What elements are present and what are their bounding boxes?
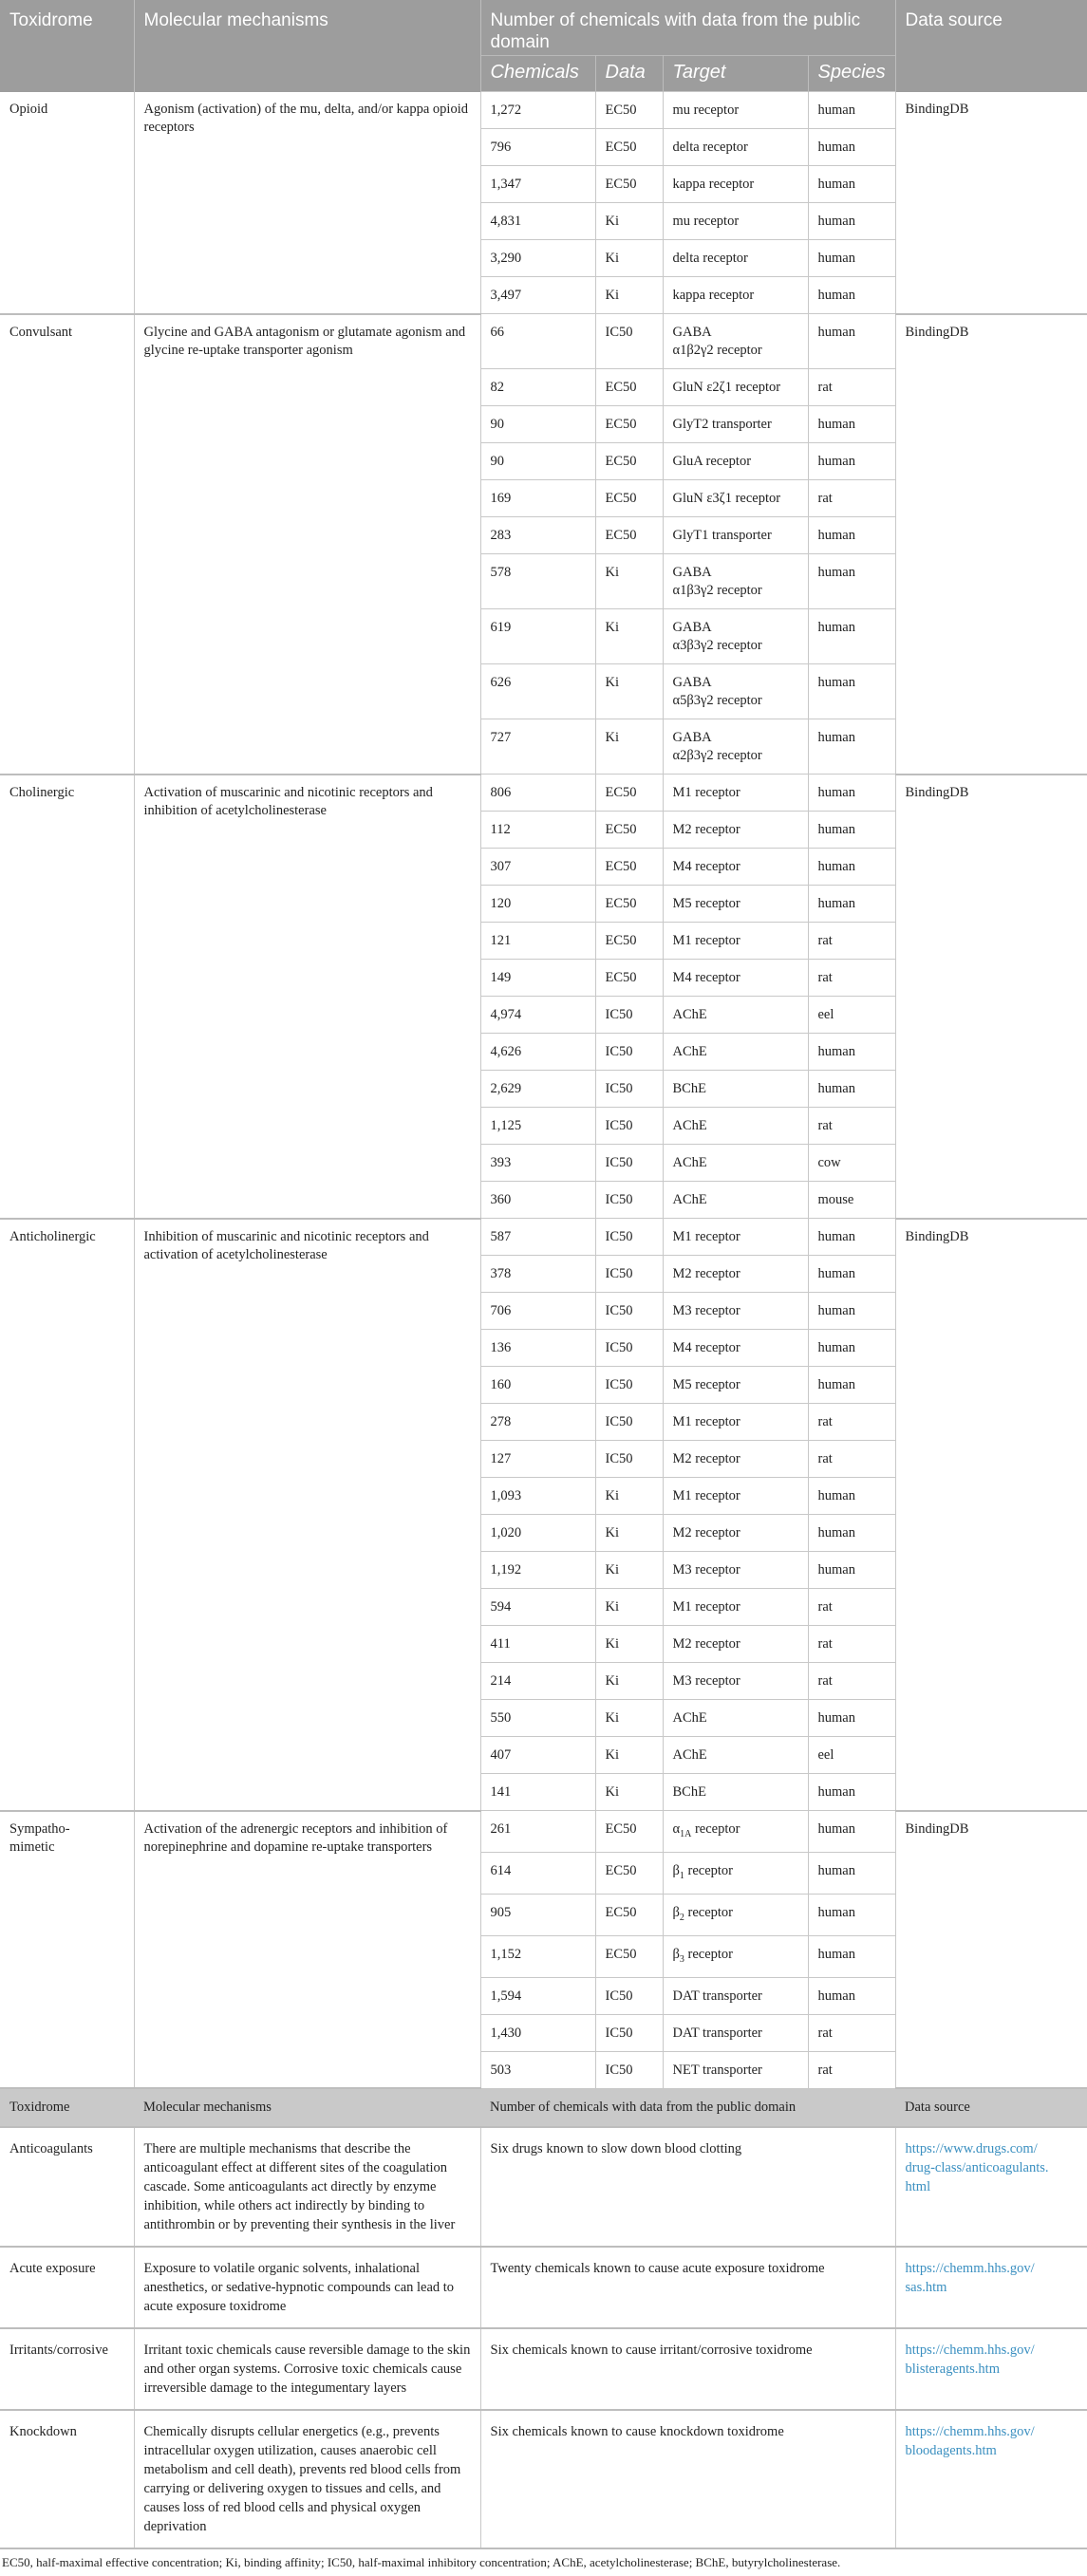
data-type: Ki bbox=[595, 203, 663, 240]
data-source-cell bbox=[895, 2328, 1087, 2410]
species: human bbox=[808, 1293, 895, 1330]
target: GlyT2 transporter bbox=[663, 406, 808, 443]
toxidrome-name: Acute exposure bbox=[0, 2247, 134, 2328]
header-target: Target bbox=[663, 56, 808, 92]
chemicals-count: 393 bbox=[480, 1145, 595, 1182]
species: human bbox=[808, 92, 895, 129]
data-type: Ki bbox=[595, 1663, 663, 1700]
target: M1 receptor bbox=[663, 1404, 808, 1441]
species: human bbox=[808, 443, 895, 480]
target: AChE bbox=[663, 1737, 808, 1774]
target: AChE bbox=[663, 1182, 808, 1219]
table-body bbox=[0, 92, 1087, 2549]
data-type: IC50 bbox=[595, 1182, 663, 1219]
chemicals-count: 66 bbox=[480, 314, 595, 369]
chemicals-count: 1,594 bbox=[480, 1977, 595, 2014]
species: human bbox=[808, 1852, 895, 1894]
species: rat bbox=[808, 1589, 895, 1626]
data-type: IC50 bbox=[595, 2014, 663, 2051]
species: rat bbox=[808, 480, 895, 517]
chemicals-count: 905 bbox=[480, 1894, 595, 1935]
chemicals-count: 141 bbox=[480, 1774, 595, 1811]
data-source: BindingDB bbox=[895, 775, 1087, 1219]
species: human bbox=[808, 1330, 895, 1367]
data-type: EC50 bbox=[595, 812, 663, 849]
header-source: Data source bbox=[895, 0, 1087, 92]
species: human bbox=[808, 1515, 895, 1552]
molecular-mechanism: Glycine and GABA antagonism or glutamate agonism and glycine re-uptake transporter agonism bbox=[134, 314, 480, 775]
chemicals-count: 587 bbox=[480, 1219, 595, 1256]
species: rat bbox=[808, 1441, 895, 1478]
chemicals-count: 4,626 bbox=[480, 1034, 595, 1071]
species: rat bbox=[808, 2051, 895, 2088]
chemicals-count: 283 bbox=[480, 517, 595, 554]
target: kappa receptor bbox=[663, 166, 808, 203]
data-source: BindingDB bbox=[895, 314, 1087, 775]
species: human bbox=[808, 1071, 895, 1108]
section2-header-row bbox=[0, 2088, 1087, 2127]
data-type: EC50 bbox=[595, 960, 663, 997]
chemicals-count: 121 bbox=[480, 923, 595, 960]
species: human bbox=[808, 240, 895, 277]
toxidrome-name: Irritants/corrosive bbox=[0, 2328, 134, 2410]
chemicals-count: 1,020 bbox=[480, 1515, 595, 1552]
data-type: EC50 bbox=[595, 1935, 663, 1977]
data-source-link[interactable]: https://www.drugs.com/ drug-class/anticoagulants. html bbox=[905, 2141, 1049, 2195]
molecular-mechanism: Activation of the adrenergic receptors and inhibition of norepinephrine and dopamine re-uptake transporters bbox=[134, 1811, 480, 2089]
chemicals-count: 1,093 bbox=[480, 1478, 595, 1515]
target: GABA α5β3γ2 receptor bbox=[663, 664, 808, 719]
toxidrome-name: Anticholinergic bbox=[0, 1219, 134, 1811]
data-type: EC50 bbox=[595, 443, 663, 480]
header-chemicals: Chemicals bbox=[480, 56, 595, 92]
species: rat bbox=[808, 2014, 895, 2051]
target: M5 receptor bbox=[663, 1367, 808, 1404]
table-row bbox=[0, 2328, 1087, 2410]
target: GABA α1β3γ2 receptor bbox=[663, 554, 808, 609]
chemicals-count: 112 bbox=[480, 812, 595, 849]
target: NET transporter bbox=[663, 2051, 808, 2088]
target: BChE bbox=[663, 1774, 808, 1811]
species: rat bbox=[808, 1663, 895, 1700]
header-toxidrome: Toxidrome bbox=[0, 0, 134, 92]
species: human bbox=[808, 1774, 895, 1811]
header-data: Data bbox=[595, 56, 663, 92]
table-row bbox=[0, 314, 1087, 369]
species: human bbox=[808, 1552, 895, 1589]
section2-header-toxidrome: Toxidrome bbox=[0, 2088, 134, 2127]
species: human bbox=[808, 849, 895, 886]
target: M3 receptor bbox=[663, 1663, 808, 1700]
target: M1 receptor bbox=[663, 775, 808, 812]
target: AChE bbox=[663, 997, 808, 1034]
chemicals-count: 278 bbox=[480, 1404, 595, 1441]
chemicals-count: 1,152 bbox=[480, 1935, 595, 1977]
data-type: Ki bbox=[595, 609, 663, 664]
chemicals-count: 619 bbox=[480, 609, 595, 664]
target: mu receptor bbox=[663, 203, 808, 240]
molecular-mechanism: Inhibition of muscarinic and nicotinic receptors and activation of acetylcholinesterase bbox=[134, 1219, 480, 1811]
data-type: Ki bbox=[595, 1737, 663, 1774]
chemicals-description: Six drugs known to slow down blood clotting bbox=[480, 2127, 895, 2247]
table-row bbox=[0, 2410, 1087, 2548]
data-type: EC50 bbox=[595, 923, 663, 960]
chemicals-count: 4,831 bbox=[480, 203, 595, 240]
data-type: Ki bbox=[595, 719, 663, 775]
target: AChE bbox=[663, 1034, 808, 1071]
chemicals-count: 1,430 bbox=[480, 2014, 595, 2051]
species: human bbox=[808, 1894, 895, 1935]
data-type: EC50 bbox=[595, 517, 663, 554]
species: eel bbox=[808, 997, 895, 1034]
section2-header-mechanisms: Molecular mechanisms bbox=[134, 2088, 480, 2127]
data-type: EC50 bbox=[595, 1852, 663, 1894]
toxidrome-name: Opioid bbox=[0, 92, 134, 314]
target: $\beta_2$ receptor bbox=[663, 1894, 808, 1935]
data-type: IC50 bbox=[595, 1219, 663, 1256]
data-source-cell bbox=[895, 2127, 1087, 2247]
species: rat bbox=[808, 1626, 895, 1663]
table-row bbox=[0, 92, 1087, 129]
species: human bbox=[808, 1478, 895, 1515]
data-source: BindingDB bbox=[895, 1219, 1087, 1811]
target: GABA α3β3γ2 receptor bbox=[663, 609, 808, 664]
chemicals-count: 378 bbox=[480, 1256, 595, 1293]
species: rat bbox=[808, 369, 895, 406]
data-type: IC50 bbox=[595, 1108, 663, 1145]
target: AChE bbox=[663, 1145, 808, 1182]
toxidrome-name: Cholinergic bbox=[0, 775, 134, 1219]
data-type: IC50 bbox=[595, 1256, 663, 1293]
species: human bbox=[808, 812, 895, 849]
data-type: EC50 bbox=[595, 886, 663, 923]
species: cow bbox=[808, 1145, 895, 1182]
target: $\beta_3$ receptor bbox=[663, 1935, 808, 1977]
header-number: Number of chemicals with data from the public domain bbox=[480, 0, 895, 56]
chemicals-count: 1,125 bbox=[480, 1108, 595, 1145]
chemicals-count: 503 bbox=[480, 2051, 595, 2088]
species: human bbox=[808, 609, 895, 664]
target: M2 receptor bbox=[663, 1515, 808, 1552]
species: human bbox=[808, 886, 895, 923]
chemicals-description: Six chemicals known to cause knockdown toxidrome bbox=[480, 2410, 895, 2548]
chemicals-count: 307 bbox=[480, 849, 595, 886]
chemicals-count: 4,974 bbox=[480, 997, 595, 1034]
species: eel bbox=[808, 1737, 895, 1774]
data-source: BindingDB bbox=[895, 1811, 1087, 2089]
target: GluA receptor bbox=[663, 443, 808, 480]
table-header bbox=[0, 0, 1087, 92]
species: human bbox=[808, 277, 895, 314]
target: mu receptor bbox=[663, 92, 808, 129]
data-type: Ki bbox=[595, 1589, 663, 1626]
target: kappa receptor bbox=[663, 277, 808, 314]
species: rat bbox=[808, 960, 895, 997]
chemicals-count: 3,290 bbox=[480, 240, 595, 277]
chemicals-count: 136 bbox=[480, 1330, 595, 1367]
species: human bbox=[808, 166, 895, 203]
species: human bbox=[808, 1935, 895, 1977]
species: human bbox=[808, 129, 895, 166]
data-source-link[interactable]: https://chemm.hhs.gov/ blisteragents.htm bbox=[905, 2343, 1035, 2378]
species: human bbox=[808, 1977, 895, 2014]
target: GABA α2β3γ2 receptor bbox=[663, 719, 808, 775]
chemicals-count: 3,497 bbox=[480, 277, 595, 314]
table-row bbox=[0, 2247, 1087, 2328]
data-type: IC50 bbox=[595, 1034, 663, 1071]
target: AChE bbox=[663, 1108, 808, 1145]
molecular-mechanism: Irritant toxic chemicals cause reversible damage to the skin and other organ systems. Corrosive toxic chemicals cause irreversible damage to the integumentary layers bbox=[134, 2328, 480, 2410]
data-type: EC50 bbox=[595, 369, 663, 406]
footnote: EC50, half-maximal effective concentration; Ki, binding affinity; IC50, half-maximal inhibitory concentration; AChE, acetylcholinesterase; BChE, butyrylcholinesterase. bbox=[2, 2555, 841, 2570]
target: M4 receptor bbox=[663, 849, 808, 886]
target: M2 receptor bbox=[663, 1626, 808, 1663]
toxidrome-name: Sympatho- mimetic bbox=[0, 1811, 134, 2089]
target: M1 receptor bbox=[663, 1589, 808, 1626]
target: GluN ε2ζ1 receptor bbox=[663, 369, 808, 406]
chemicals-count: 127 bbox=[480, 1441, 595, 1478]
data-type: Ki bbox=[595, 1515, 663, 1552]
data-type: Ki bbox=[595, 664, 663, 719]
target: GluN ε3ζ1 receptor bbox=[663, 480, 808, 517]
chemicals-count: 2,629 bbox=[480, 1071, 595, 1108]
data-source-cell bbox=[895, 2410, 1087, 2548]
chemicals-count: 1,272 bbox=[480, 92, 595, 129]
chemicals-count: 578 bbox=[480, 554, 595, 609]
toxidrome-name: Knockdown bbox=[0, 2410, 134, 2548]
target: M2 receptor bbox=[663, 1256, 808, 1293]
data-type: EC50 bbox=[595, 92, 663, 129]
chemicals-count: 1,192 bbox=[480, 1552, 595, 1589]
molecular-mechanism: Agonism (activation) of the mu, delta, and/or kappa opioid receptors bbox=[134, 92, 480, 314]
chemicals-count: 806 bbox=[480, 775, 595, 812]
header-species: Species bbox=[808, 56, 895, 92]
table-row bbox=[0, 2127, 1087, 2247]
data-type: EC50 bbox=[595, 166, 663, 203]
data-type: EC50 bbox=[595, 775, 663, 812]
target: M1 receptor bbox=[663, 923, 808, 960]
species: human bbox=[808, 1367, 895, 1404]
species: rat bbox=[808, 1108, 895, 1145]
chemicals-count: 90 bbox=[480, 406, 595, 443]
target: M5 receptor bbox=[663, 886, 808, 923]
header-mechanisms: Molecular mechanisms bbox=[134, 0, 480, 92]
species: human bbox=[808, 664, 895, 719]
data-type: IC50 bbox=[595, 1441, 663, 1478]
species: human bbox=[808, 314, 895, 369]
data-type: EC50 bbox=[595, 1894, 663, 1935]
toxidrome-name: Convulsant bbox=[0, 314, 134, 775]
data-type: Ki bbox=[595, 554, 663, 609]
toxidrome-name: Anticoagulants bbox=[0, 2127, 134, 2247]
data-type: Ki bbox=[595, 1774, 663, 1811]
chemicals-count: 261 bbox=[480, 1811, 595, 1853]
target: M4 receptor bbox=[663, 960, 808, 997]
target: AChE bbox=[663, 1700, 808, 1737]
data-type: IC50 bbox=[595, 2051, 663, 2088]
data-type: IC50 bbox=[595, 1145, 663, 1182]
data-type: EC50 bbox=[595, 129, 663, 166]
target: BChE bbox=[663, 1071, 808, 1108]
data-type: EC50 bbox=[595, 849, 663, 886]
chemicals-count: 149 bbox=[480, 960, 595, 997]
data-type: Ki bbox=[595, 1700, 663, 1737]
species: mouse bbox=[808, 1182, 895, 1219]
species: human bbox=[808, 1811, 895, 1853]
data-type: IC50 bbox=[595, 1293, 663, 1330]
chemicals-count: 796 bbox=[480, 129, 595, 166]
chemicals-count: 160 bbox=[480, 1367, 595, 1404]
data-source-link[interactable]: https://chemm.hhs.gov/ bloodagents.htm bbox=[905, 2424, 1035, 2459]
target: M1 receptor bbox=[663, 1219, 808, 1256]
chemicals-count: 594 bbox=[480, 1589, 595, 1626]
target: DAT transporter bbox=[663, 2014, 808, 2051]
chemicals-count: 727 bbox=[480, 719, 595, 775]
data-type: Ki bbox=[595, 1626, 663, 1663]
chemicals-count: 120 bbox=[480, 886, 595, 923]
chemicals-count: 550 bbox=[480, 1700, 595, 1737]
chemicals-count: 82 bbox=[480, 369, 595, 406]
species: human bbox=[808, 1700, 895, 1737]
target: GlyT1 transporter bbox=[663, 517, 808, 554]
target: DAT transporter bbox=[663, 1977, 808, 2014]
data-type: IC50 bbox=[595, 314, 663, 369]
target: M2 receptor bbox=[663, 1441, 808, 1478]
chemicals-description: Six chemicals known to cause irritant/corrosive toxidrome bbox=[480, 2328, 895, 2410]
species: human bbox=[808, 1219, 895, 1256]
species: human bbox=[808, 1256, 895, 1293]
species: human bbox=[808, 203, 895, 240]
data-type: Ki bbox=[595, 1552, 663, 1589]
data-type: EC50 bbox=[595, 1811, 663, 1853]
species: human bbox=[808, 719, 895, 775]
molecular-mechanism: Chemically disrupts cellular energetics (e.g., prevents intracellular oxygen utilization, causes anaerobic cell metabolism and cell death), prevents red blood cells from carrying or delivering oxygen to tissues and cells, and causes loss of red blood cells and physical oxygen deprivation bbox=[134, 2410, 480, 2548]
section2-header-source: Data source bbox=[895, 2088, 1087, 2127]
target: $\alpha_{1A}$ receptor bbox=[663, 1811, 808, 1853]
molecular-mechanism: Exposure to volatile organic solvents, inhalational anesthetics, or sedative-hypnotic compounds can lead to acute exposure toxidrome bbox=[134, 2247, 480, 2328]
data-type: IC50 bbox=[595, 1404, 663, 1441]
target: $\beta_1$ receptor bbox=[663, 1852, 808, 1894]
species: human bbox=[808, 517, 895, 554]
target: delta receptor bbox=[663, 129, 808, 166]
data-type: IC50 bbox=[595, 1071, 663, 1108]
target: delta receptor bbox=[663, 240, 808, 277]
section2-header-number: Number of chemicals with data from the public domain bbox=[480, 2088, 895, 2127]
chemicals-count: 706 bbox=[480, 1293, 595, 1330]
species: human bbox=[808, 554, 895, 609]
data-source: BindingDB bbox=[895, 92, 1087, 314]
species: rat bbox=[808, 923, 895, 960]
chemicals-count: 626 bbox=[480, 664, 595, 719]
chemicals-count: 1,347 bbox=[480, 166, 595, 203]
data-type: IC50 bbox=[595, 1330, 663, 1367]
species: rat bbox=[808, 1404, 895, 1441]
chemicals-count: 169 bbox=[480, 480, 595, 517]
table-row bbox=[0, 1219, 1087, 1256]
data-type: Ki bbox=[595, 1478, 663, 1515]
target: M2 receptor bbox=[663, 812, 808, 849]
target: M1 receptor bbox=[663, 1478, 808, 1515]
chemicals-count: 360 bbox=[480, 1182, 595, 1219]
data-source-link[interactable]: https://chemm.hhs.gov/ sas.htm bbox=[905, 2261, 1035, 2296]
chemicals-count: 214 bbox=[480, 1663, 595, 1700]
table-row bbox=[0, 1811, 1087, 1853]
data-type: EC50 bbox=[595, 406, 663, 443]
data-source-cell bbox=[895, 2247, 1087, 2328]
data-type: Ki bbox=[595, 277, 663, 314]
chemicals-count: 614 bbox=[480, 1852, 595, 1894]
data-type: EC50 bbox=[595, 480, 663, 517]
data-type: IC50 bbox=[595, 997, 663, 1034]
chemicals-count: 411 bbox=[480, 1626, 595, 1663]
species: human bbox=[808, 1034, 895, 1071]
chemicals-description: Twenty chemicals known to cause acute exposure toxidrome bbox=[480, 2247, 895, 2328]
chemicals-count: 407 bbox=[480, 1737, 595, 1774]
molecular-mechanism: Activation of muscarinic and nicotinic receptors and inhibition of acetylcholinesterase bbox=[134, 775, 480, 1219]
table-row bbox=[0, 775, 1087, 812]
chemicals-count: 90 bbox=[480, 443, 595, 480]
species: human bbox=[808, 775, 895, 812]
species: human bbox=[808, 406, 895, 443]
data-type: Ki bbox=[595, 240, 663, 277]
target: M3 receptor bbox=[663, 1293, 808, 1330]
target: GABA α1β2γ2 receptor bbox=[663, 314, 808, 369]
target: M3 receptor bbox=[663, 1552, 808, 1589]
data-type: IC50 bbox=[595, 1367, 663, 1404]
molecular-mechanism: There are multiple mechanisms that describe the anticoagulant effect at different sites of the coagulation cascade. Some anticoagulants act directly by enzyme inhibition, while others act indirectly by binding to antithrombin or by preventing their synthesis in the liver bbox=[134, 2127, 480, 2247]
data-type: IC50 bbox=[595, 1977, 663, 2014]
target: M4 receptor bbox=[663, 1330, 808, 1367]
